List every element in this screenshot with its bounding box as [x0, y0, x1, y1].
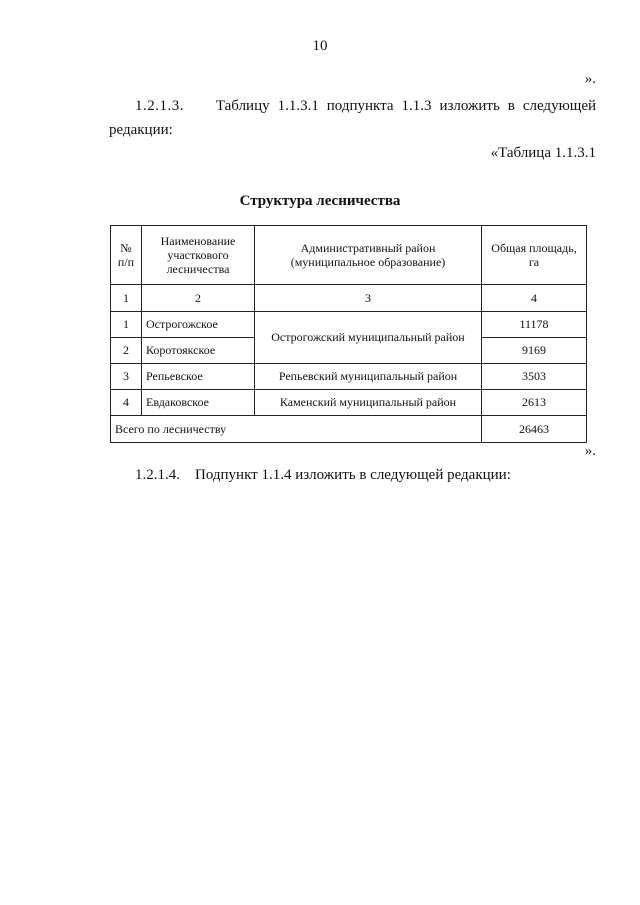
- row-name: Евдаковское: [142, 390, 255, 416]
- header-area: Общая площадь, га: [482, 226, 587, 285]
- row-name: Острогожское: [142, 312, 255, 338]
- paragraph-number: 1.2.1.4.: [135, 467, 180, 483]
- row-area: 11178: [482, 312, 587, 338]
- row-district: Острогожский муниципальный район: [255, 312, 482, 364]
- table-header-row: [111, 226, 587, 285]
- index-cell: 4: [482, 285, 587, 312]
- row-area: 9169: [482, 338, 587, 364]
- table-row: [111, 312, 587, 338]
- closing-quote-top: ».: [584, 71, 596, 87]
- index-cell: 1: [111, 285, 142, 312]
- row-area: 2613: [482, 390, 587, 416]
- row-name: Репьевское: [142, 364, 255, 390]
- row-area: 3503: [482, 364, 587, 390]
- paragraph-1-2-1-3: [109, 94, 596, 142]
- header-num: № п/п: [111, 226, 142, 285]
- table-caption: «Таблица 1.1.3.1: [490, 145, 596, 161]
- total-area: 26463: [482, 416, 587, 443]
- paragraph-number: 1.2.1.3.: [135, 98, 184, 114]
- paragraph-text: Таблицу 1.1.3.1 подпункта 1.1.3 изложить в следующей редакции:: [109, 98, 597, 138]
- total-label: Всего по лесничеству: [111, 416, 482, 443]
- index-cell: 3: [255, 285, 482, 312]
- page-number: 10: [312, 38, 328, 54]
- table-index-row: [111, 285, 587, 312]
- row-num: 1: [111, 312, 142, 338]
- table-total-row: [111, 416, 587, 443]
- index-cell: 2: [142, 285, 255, 312]
- forestry-structure-table: [110, 225, 587, 443]
- row-num: 3: [111, 364, 142, 390]
- paragraph-1-2-1-4: [135, 467, 511, 484]
- table-row: [111, 390, 587, 416]
- header-name: Наименование участкового лесничества: [142, 226, 255, 285]
- table-row: [111, 364, 587, 390]
- paragraph-text: Подпункт 1.1.4 изложить в следующей редакции:: [195, 467, 511, 483]
- closing-quote-bottom: ».: [584, 443, 596, 459]
- row-num: 4: [111, 390, 142, 416]
- header-district: Административный район (муниципальное образование): [255, 226, 482, 285]
- row-name: Коротоякское: [142, 338, 255, 364]
- row-num: 2: [111, 338, 142, 364]
- table-title: Структура лесничества: [239, 193, 401, 209]
- row-district: Каменский муниципальный район: [255, 390, 482, 416]
- row-district: Репьевский муниципальный район: [255, 364, 482, 390]
